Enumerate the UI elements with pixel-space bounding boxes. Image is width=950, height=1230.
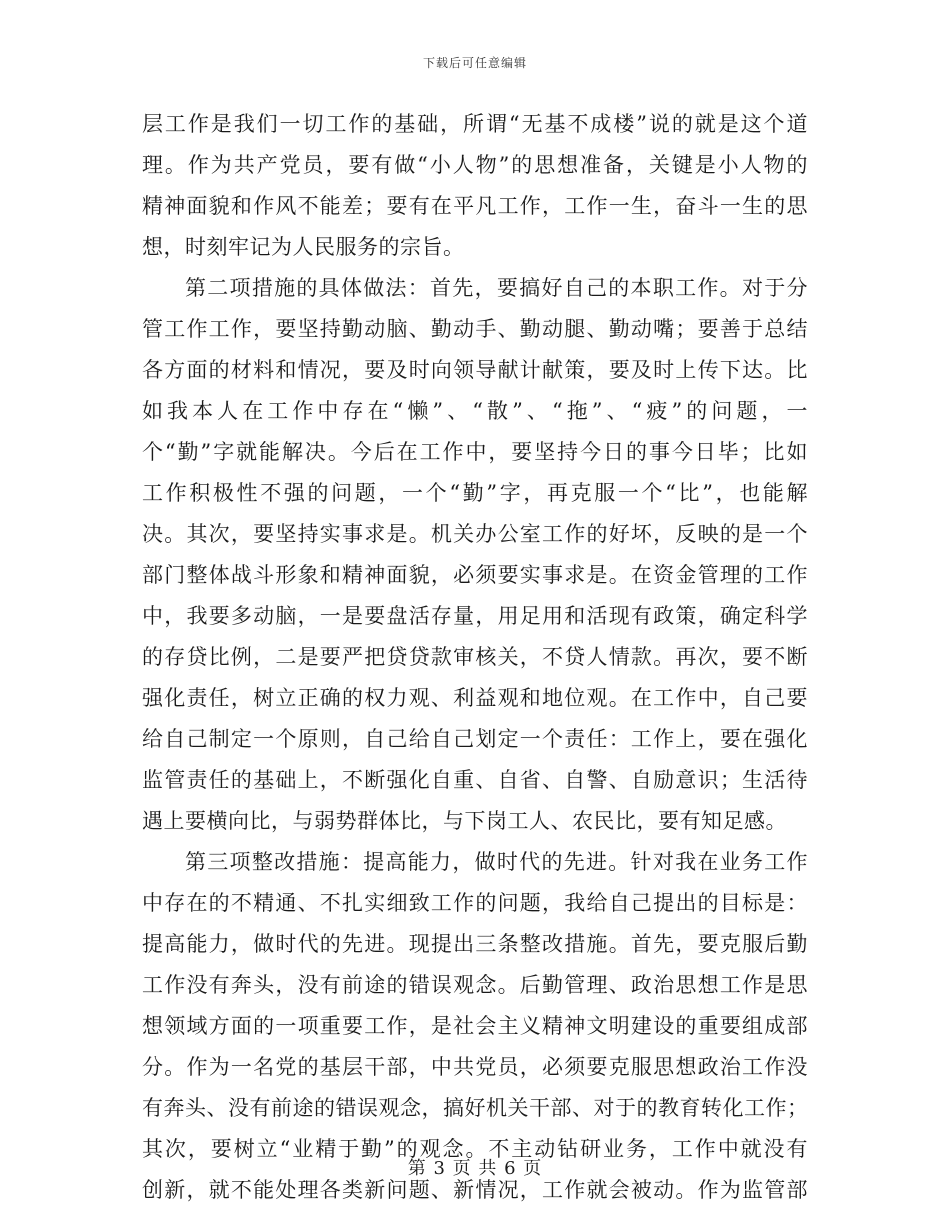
text-line: 管工作工作，要坚持勤动脑、勤动手、勤动腿、勤动嘴；要善于总结 (142, 317, 808, 341)
text-line: 想，时刻牢记为人民服务的宗旨。 (142, 235, 465, 259)
text-line: 强化责任，树立正确的权力观、利益观和地位观。在工作中，自己要 (142, 686, 808, 710)
document-body (142, 104, 808, 1211)
page-header: 下载后可任意编辑 (422, 56, 527, 70)
text-line: 其次，要树立“业精于勤”的观念。不主动钻研业务，工作中就没有 (142, 1137, 808, 1161)
text-line: 部门整体战斗形象和精神面貌，必须要实事求是。在资金管理的工作 (142, 563, 808, 587)
text-line: 各方面的材料和情况，要及时向领导献计献策，要及时上传下达。比 (142, 358, 808, 382)
text-line: 如我本人在工作中存在“懒”、“散”、“拖”、“疲”的问题，一 (142, 399, 808, 423)
text-line: 工作积极性不强的问题，一个“勤”字，再克服一个“比”，也能解 (142, 481, 808, 505)
text-line: 中，我要多动脑，一是要盘活存量，用足用和活现有政策，确定科学 (142, 604, 808, 628)
text-line: 决。其次，要坚持实事求是。机关办公室工作的好坏，反映的是一个 (142, 522, 808, 546)
text-line: 提高能力，做时代的先进。现提出三条整改措施。首先，要克服后勤 (142, 932, 808, 956)
page-number-footer: 第 3 页 共 6 页 (407, 1158, 543, 1179)
text-line: 个“勤”字就能解决。今后在工作中，要坚持今日的事今日毕；比如 (142, 440, 808, 464)
text-line: 监管责任的基础上，不断强化自重、自省、自警、自励意识；生活待 (142, 768, 808, 792)
text-line: 的存贷比例，二是要严把贷贷款审核关，不贷人情款。再次，要不断 (142, 645, 808, 669)
text-line: 层工作是我们一切工作的基础，所谓“无基不成楼”说的就是这个道 (142, 112, 808, 136)
text-line: 分。作为一名党的基层干部，中共党员，必须要克服思想政治工作没 (142, 1055, 808, 1079)
text-line: 精神面貌和作风不能差；要有在平凡工作，工作一生，奋斗一生的思 (142, 194, 808, 218)
text-line: 想领域方面的一项重要工作，是社会主义精神文明建设的重要组成部 (142, 1014, 808, 1038)
text-line: 工作没有奔头，没有前途的错误观念。后勤管理、政治思想工作是思 (142, 973, 808, 997)
text-line: 遇上要横向比，与弱势群体比，与下岗工人、农民比，要有知足感。 (142, 809, 787, 833)
text-line: 理。作为共产党员，要有做“小人物”的思想准备，关键是小人物的 (142, 153, 808, 177)
text-line: 给自己制定一个原则，自己给自己划定一个责任：工作上，要在强化 (142, 727, 808, 751)
paragraph-start-line: 第三项整改措施：提高能力，做时代的先进。针对我在业务工作 (185, 850, 808, 874)
paragraph-start-line: 第二项措施的具体做法：首先，要搞好自己的本职工作。对于分 (185, 276, 808, 300)
text-line: 有奔头、没有前途的错误观念，搞好机关干部、对于的教育转化工作； (142, 1096, 809, 1120)
text-line: 创新，就不能处理各类新问题、新情况，工作就会被动。作为监管部 (142, 1178, 808, 1202)
text-line: 中存在的不精通、不扎实细致工作的问题，我给自己提出的目标是： (142, 891, 808, 915)
